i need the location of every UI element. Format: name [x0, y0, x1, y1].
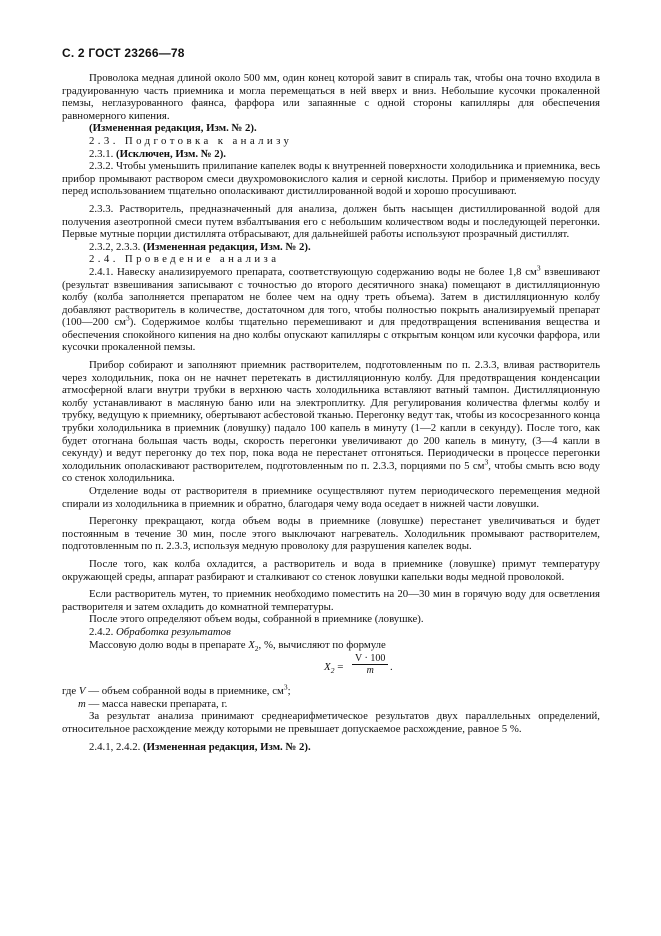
- paragraph: Перегонку прекращают, когда объем воды в приемнике (ловушке) перестанет увеличиваться и будет постоянным в течение 30 мин, после этого выключают нагреватель. Холодильник промывают растворителем, подготовленным по п. 2.3.3, используя медную проволоку для разрушения капелек воды.: [62, 515, 600, 553]
- formula-numerator: V · 100: [352, 653, 388, 665]
- paragraph: За результат анализа принимают среднеарифметическое результатов двух параллельных определений, относительное расхождение между которыми не превышает допускаемое расхождение, равное 5 %.: [62, 710, 600, 735]
- paragraph: Прибор собирают и заполняют приемник растворителем, подготовленным по п. 2.3.3, вливая растворитель через холодильник, пока он не начнет перетекать в дистилляционную колбу. Для предотвращения конденсации атмосферной влаги внутри трубки в верхнюю часть холодильника вставляют ватный тампон. Дистилляционную колбу устанавливают в масляную баню или на электроплитку. Для регулирования количества флегмы колбу и трубку, ведущую к приемнику, обертывают асбестовой тканью. Перегонку ведут так, чтобы из кососрезанного конца трубки холодильника в приемник (ловушку) падало 100 капель в минуту (1—2 капли в секунду). После того, как будет отогнана большая часть воды, скорость перегонки увеличивают до 200 капель в минуту, (3—4 капли в секунду) и ведут перегонку до тех пор, пока вода не перестанет отгоняться. Периодически в процессе перегонки холодильник ополаскивают растворителем, подготовленным по п. 2.3.3, порциями по 5 $см^3$, чтобы смыть всю воду со стенок холодильника.: [62, 359, 600, 485]
- section-heading: 2.4. Проведение анализа: [89, 253, 280, 266]
- paragraph: Массовую долю воды в препарате $X_2$, %, вычисляют по формуле: [89, 638, 386, 653]
- paragraph: Проволока медная длиной около 500 мм, один конец которой завит в спираль так, чтобы она точно входила в градуированную часть приемника и могла перемещаться в ней вверх и вниз. Небольшие кусочки прокаленной пемзы, неглазурованного фаянса, фарфора или запаянные с одной стороны капилляры для обеспечения равномерного кипения.: [62, 72, 600, 122]
- document-body: [62, 72, 600, 753]
- formula-tail: .: [390, 661, 393, 674]
- paragraph: 2.3.2. Чтобы уменьшить прилипание капелек воды к внутренней поверхности холодильника и приемника, весь прибор промывают раствором смеси двухромовокислого калия и серной кислоты. Прибор и применяемую посуду перед использованием тщательно ополаскивают дистиллированной водой и хорошо просушивают.: [62, 160, 600, 198]
- subsection-heading: 2.4.2. Обработка результатов: [89, 625, 231, 638]
- paragraph: После этого определяют объем воды, собранной в приемнике (ловушке).: [89, 613, 424, 626]
- amendment-note: 2.3.2, 2.3.3. (Измененная редакция, Изм. № 2).: [89, 240, 311, 253]
- variable-definition: m — масса навески препарата, г.: [78, 697, 228, 710]
- paragraph: 2.3.3. Растворитель, предназначенный для анализа, должен быть насыщен дистиллированной водой для получения азеотропной смеси путем взбалтывания его с небольшим количеством воды и последующей перегонки. Первые мутные порции дистиллята отбрасывают, для дальнейшей работы используют прозрачный дистиллят.: [62, 202, 600, 241]
- paragraph: 2.4.1. Навеску анализируемого препарата, соответствующую содержанию воды не более 1,8 $см^3$ взвешивают (результат взвешивания записывают с точностью до второго десятичного знака) помещают в дистилляционную колбу (колба заполняется препаратом не более чем на одну треть объема). Затем в дистилляционную колбу добавляют растворитель в количестве, достаточном для того, чтобы полностью покрыть анализируемый препарат (100—200 $см^3$). Содержимое колбы тщательно перемешивают и для предотвращения вспенивания вещества и обеспечения спокойного кипения на дно колбы опускают капилляры с открытым концом или кусочки фарфора, или кусочки прокаленной пемзы.: [62, 263, 601, 354]
- amendment-note: 2.4.1, 2.4.2. (Измененная редакция, Изм. № 2).: [89, 740, 311, 753]
- formula-lhs: $X_2$ =: [324, 661, 344, 676]
- variable-definition: где V — объем собранной воды в приемнике, $см^3$;: [62, 682, 291, 698]
- formula: [62, 653, 600, 683]
- formula-fraction: [352, 653, 388, 676]
- page-header: С. 2 ГОСТ 23266—78: [62, 46, 185, 60]
- formula-denominator: m: [366, 665, 374, 677]
- section-heading: 2.3. Подготовка к анализу: [89, 134, 293, 147]
- paragraph: После того, как колба охладится, а растворитель и вода в приемнике (ловушке) примут температуру окружающей среды, аппарат разбирают и сталкивают со стенок ловушки капельки воды медной проволокой.: [62, 557, 600, 583]
- amendment-note: (Измененная редакция, Изм. № 2).: [89, 122, 257, 135]
- paragraph: Отделение воды от растворителя в приемнике осуществляют путем периодического перемещения медной спирали из холодильника в приемник и обратно, благодаря чему вода оседает в нижней части ловушки.: [62, 485, 600, 510]
- paragraph: Если растворитель мутен, то приемник необходимо поместить на 20—30 мин в горячую воду для осветления растворителя и затем охладить до комнатной температуры.: [62, 588, 600, 613]
- paragraph: 2.3.1. (Исключен, Изм. № 2).: [89, 147, 226, 160]
